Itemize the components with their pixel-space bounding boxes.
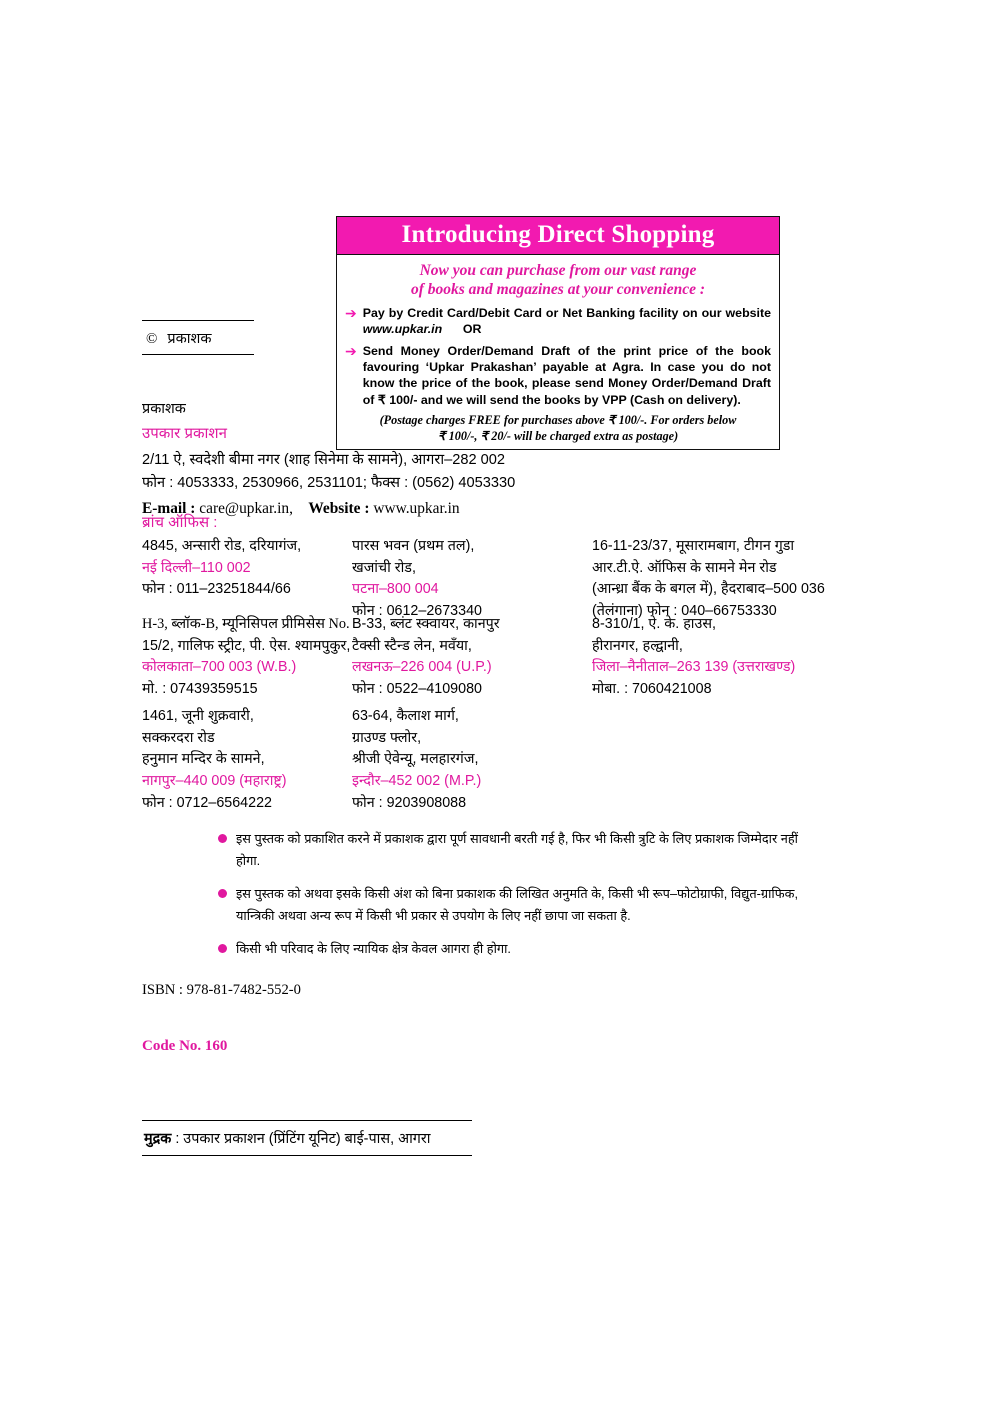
promo-subtitle-line-1: Now you can purchase from our vast range xyxy=(419,262,697,279)
promo-subtitle-line-2: of books and magazines at your convenience : xyxy=(410,281,706,299)
publisher-address: 2/11 ऐ, स्वदेशी बीमा नगर (शाह सिनेमा के सामने), आगरा–282 002 xyxy=(142,451,505,468)
promo-note-line-2: ₹ 100/-, ₹ 20/- will be charged extra as postage) xyxy=(437,428,679,443)
promo-item-text xyxy=(363,305,771,338)
branch-line: H-3, ब्लॉक-B, म्यूनिसिपल प्रीमिसेस No. xyxy=(142,616,350,632)
publisher-block xyxy=(142,398,842,522)
branch-line: सक्करदरा रोड xyxy=(142,729,215,746)
branch-office-kolkata xyxy=(142,614,352,701)
promo-or: OR xyxy=(462,322,482,337)
branch-city-line: जिला–नैनीताल–263 139 (उत्तराखण्ड) xyxy=(592,659,796,676)
branch-phone-line: फोन : 0522–4109080 xyxy=(352,681,482,698)
copyright-block xyxy=(142,320,254,355)
branch-city-line: पटना–800 004 xyxy=(352,581,439,598)
branch-phone-line: मो. : 07439359515 xyxy=(142,681,258,698)
copyright-row xyxy=(142,321,254,354)
branch-office-lucknow xyxy=(352,614,592,701)
disclaimer-text: इस पुस्तक को अथवा इसके किसी अंश को बिना प्रकाशक की लिखित अनुमति के, किसी भी रूप–फोटोग्राफी, विद्युत-ग्राफिक, यान्त्रिकी अथवा अन्य रूप में किसी भी प्रकार से उपयोग के लिए नहीं छापा जा सकता है. xyxy=(236,886,798,923)
branch-line: B-33, ब्लंट स्क्वायर, कानपुर xyxy=(352,616,500,632)
copyright-icon: © xyxy=(146,331,158,347)
publisher-phone-fax xyxy=(142,472,842,496)
branch-phone-line: फोन : 9203908088 xyxy=(352,794,467,811)
branch-row xyxy=(142,536,862,623)
copyright-holder: प्रकाशक xyxy=(167,331,212,347)
branch-offices-heading: ब्रांच ऑफिस : xyxy=(142,514,218,531)
branch-line: 1461, जूनी शुक्रवारी, xyxy=(142,708,254,724)
arrow-right-icon: ➔ xyxy=(345,342,357,359)
branch-city-line: इन्दौर–452 002 (M.P.) xyxy=(352,773,482,790)
arrow-right-icon: ➔ xyxy=(345,304,357,321)
promo-website: www.upkar.in xyxy=(362,322,443,337)
phone-label: फोन xyxy=(142,475,166,492)
bullet-icon xyxy=(218,889,227,898)
disclaimer-text: किसी भी परिवाद के लिए न्यायिक क्षेत्र केवल आगरा ही होगा. xyxy=(236,941,511,956)
branch-row xyxy=(142,706,862,815)
list-item xyxy=(218,883,798,927)
promo-title: Introducing Direct Shopping xyxy=(337,217,779,255)
divider-bottom xyxy=(142,1155,472,1156)
disclaimer-text: इस पुस्तक को प्रकाशित करने में प्रकाशक द्वारा पूर्ण सावधानी बरती गई है, फिर भी किसी त्रुटि के लिए प्रकाशक जिम्मेदार नहीं होगा. xyxy=(236,831,798,868)
printer-label: मुद्रक xyxy=(144,1131,172,1147)
branch-office-haldwani xyxy=(592,614,862,701)
branch-line: हनुमान मन्दिर के सामने, xyxy=(142,751,265,768)
branch-line: खजांची रोड, xyxy=(352,559,416,576)
fax-label: फैक्स xyxy=(371,475,400,492)
branch-phone-line: फोन : 0612–2673340 xyxy=(352,603,482,620)
branch-line: ग्राउण्ड फ्लोर, xyxy=(352,729,422,746)
printer-line xyxy=(142,1121,472,1155)
code-number: Code No. 160 xyxy=(142,1038,228,1054)
website-label: Website : xyxy=(308,499,370,517)
branch-line: आर.टी.ऐ. ऑफिस के सामने मेन रोड xyxy=(592,559,777,576)
branch-office-empty xyxy=(592,706,862,815)
printer-value: : उपकार प्रकाशन (प्रिंटिंग यूनिट) बाई-पास, आगरा xyxy=(175,1131,431,1147)
fax-value: : (0562) 4053330 xyxy=(404,475,516,492)
branch-city-line: नागपुर–440 009 (महाराष्ट्र) xyxy=(142,773,287,790)
email-value[interactable]: care@upkar.in, xyxy=(199,499,293,517)
branch-phone-line: फोन : 011–23251844/66 xyxy=(142,581,291,598)
branch-city-line: कोलकाता–700 003 (W.B.) xyxy=(142,659,297,676)
branch-office-nagpur xyxy=(142,706,352,815)
list-item xyxy=(218,828,798,872)
branch-office-delhi xyxy=(142,536,352,623)
branch-line: टैक्सी स्टैन्ड लेन, मवँया, xyxy=(352,637,472,654)
website-value[interactable]: www.upkar.in xyxy=(373,499,460,517)
branch-line: 16-11-23/37, मूसारामबाग, टीगन गुडा xyxy=(592,538,795,554)
branch-line: हीरानगर, हल्द्वानी, xyxy=(592,637,683,654)
printer-block xyxy=(142,1120,472,1156)
list-item xyxy=(218,938,798,960)
branch-office-hyderabad xyxy=(592,536,862,623)
promo-money-order-text: Send Money Order/Demand Draft of the print price of the book favouring ‘Upkar Prakashan’ payable at Agra. In case you do not know the price of the book, please send Money Order/Demand Draft of ₹ 100/- and we will send the books by VPP (Cash on delivery). xyxy=(362,343,771,407)
phone-value: : 4053333, 2530966, 2531101; xyxy=(169,475,367,492)
branch-office-patna xyxy=(352,536,592,623)
promo-item-online-payment xyxy=(345,305,771,338)
disclaimer-list xyxy=(218,828,798,971)
branch-row xyxy=(142,614,862,701)
branch-city-line: नई दिल्ली–110 002 xyxy=(142,559,251,576)
promo-pay-text: Pay by Credit Card/Debit Card or Net Banking facility on our website xyxy=(362,305,771,320)
publisher-label: प्रकाशक xyxy=(142,401,186,417)
promo-note-line-1: (Postage charges FREE for purchases above ₹ 100/-. For orders below xyxy=(379,413,737,427)
branch-phone-line: (तेलंगाना) फोन : 040–66753330 xyxy=(592,603,777,620)
branch-line: पारस भवन (प्रथम तल), xyxy=(352,538,475,554)
branch-line: 4845, अन्सारी रोड, दरियागंज, xyxy=(142,538,302,554)
branch-line: 15/2, गालिफ स्ट्रीट, पी. ऐस. श्यामपुकुर, xyxy=(142,637,351,654)
branch-city-line: लखनऊ–226 004 (U.P.) xyxy=(352,659,492,676)
branch-phone-line: फोन : 0712–6564222 xyxy=(142,794,272,811)
publisher-email-website xyxy=(142,497,842,522)
branch-line: 8-310/1, ऐ. के. हाउस, xyxy=(592,616,716,632)
bullet-icon xyxy=(218,834,227,843)
branch-line: श्रीजी ऐवेन्यू, मलहारगंज, xyxy=(352,751,479,768)
divider-bottom xyxy=(142,354,254,355)
isbn-text: ISBN : 978-81-7482-552-0 xyxy=(142,982,301,998)
bullet-icon xyxy=(218,944,227,953)
branch-line: 63-64, कैलाश मार्ग, xyxy=(352,708,459,724)
promo-subtitle xyxy=(345,261,771,300)
branch-phone-line: मोबा. : 7060421008 xyxy=(592,681,712,698)
branch-office-indore xyxy=(352,706,592,815)
publisher-name: उपकार प्रकाशन xyxy=(142,425,227,443)
branch-city-line: (आन्ध्रा बैंक के बगल में), हैदराबाद–500 036 xyxy=(592,581,825,598)
email-label: E-mail : xyxy=(142,499,196,517)
